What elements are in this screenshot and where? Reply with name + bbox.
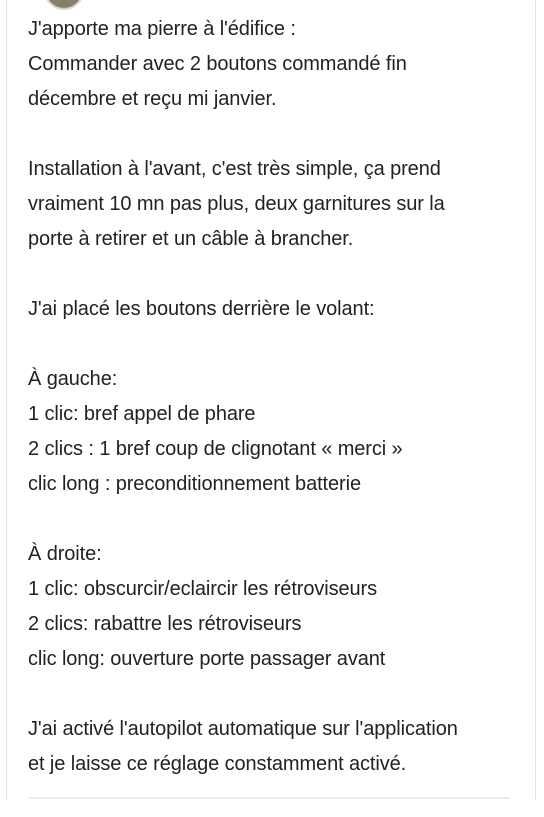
- text-line: À gauche:: [28, 368, 118, 390]
- text-line: 2 clics : 1 bref coup de clignotant « merci »: [28, 438, 403, 460]
- text-line: clic long: ouverture porte passager avant: [28, 648, 386, 670]
- text-line: 2 clics: rabattre les rétroviseurs: [28, 613, 302, 635]
- paragraph-right-buttons: [28, 537, 518, 677]
- text-line: 1 clic: obscurcir/eclaircir les rétroviseurs: [28, 578, 378, 600]
- text-line: J'apporte ma pierre à l'édifice :: [28, 18, 296, 40]
- text-line: 1 clic: bref appel de phare: [28, 403, 256, 425]
- paragraph-left-buttons: [28, 362, 518, 502]
- text-line: Commander avec 2 boutons commandé fin: [28, 53, 407, 75]
- text-line: À droite:: [28, 543, 102, 565]
- paragraph-autopilot: [28, 712, 518, 782]
- paragraph-intro: [28, 12, 518, 117]
- text-line: vraiment 10 mn pas plus, deux garnitures sur la: [28, 193, 445, 215]
- text-line: porte à retirer et un câble à brancher.: [28, 228, 354, 250]
- text-line: J'ai placé les boutons derrière le volant:: [28, 298, 375, 320]
- text-line: et je laisse ce réglage constamment activé.: [28, 753, 407, 775]
- paragraph-placement: [28, 292, 518, 327]
- text-line: clic long : preconditionnement batterie: [28, 473, 361, 495]
- text-line: J'ai activé l'autopilot automatique sur l'application: [28, 718, 458, 740]
- text-line: décembre et reçu mi janvier.: [28, 88, 277, 110]
- post-body: [28, 12, 518, 817]
- text-line: Installation à l'avant, c'est très simple, ça prend: [28, 158, 441, 180]
- post-divider: [28, 797, 510, 799]
- paragraph-installation: [28, 152, 518, 257]
